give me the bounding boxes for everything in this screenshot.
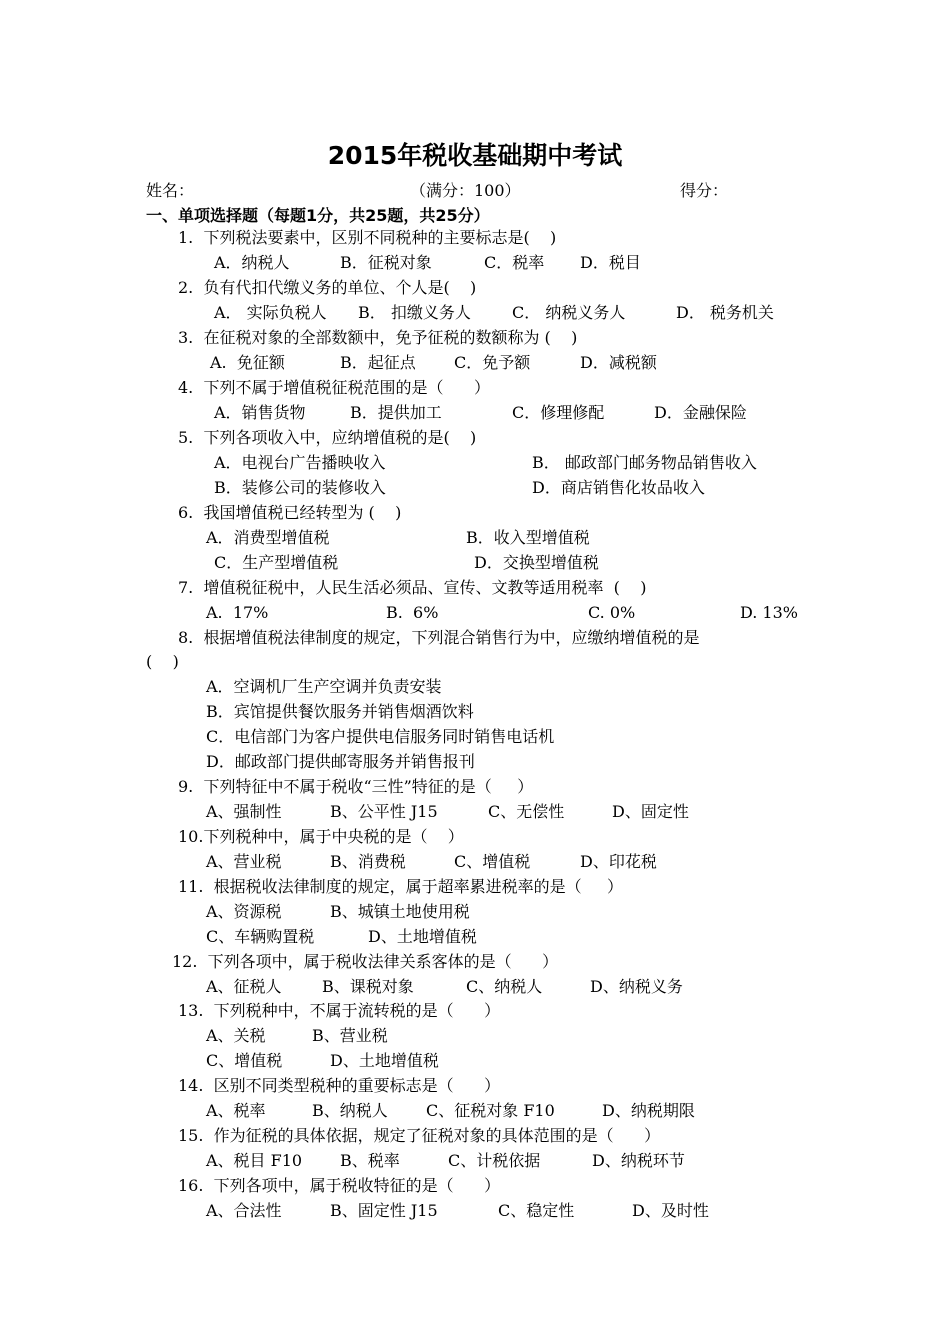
option: B、营业税 xyxy=(312,1026,388,1045)
question-stem: 11. 根据税收法律制度的规定，属于超率累进税率的是（ ） xyxy=(178,877,624,896)
question-stem: 3. 在征税对象的全部数额中，免予征税的数额称为 ( ) xyxy=(178,328,578,347)
option: A．空调机厂生产空调并负责安装 xyxy=(206,677,442,696)
option: A. 17% xyxy=(206,603,269,622)
option: C、车辆购置税 xyxy=(206,927,315,946)
option: B． 邮政部门邮务物品销售收入 xyxy=(532,453,757,472)
option: A、营业税 xyxy=(206,852,282,871)
question-stem: 12. 下列各项中，属于税收法律关系客体的是（ ） xyxy=(172,952,559,971)
option: A、资源税 xyxy=(206,902,282,921)
question-stem: 6. 我国增值税已经转型为 ( ) xyxy=(178,503,402,522)
option: B．征税对象 xyxy=(340,253,432,272)
option: B．收入型增值税 xyxy=(466,528,590,547)
option: A、强制性 xyxy=(206,802,282,821)
option: B、课税对象 xyxy=(322,977,414,996)
option: A．销售货物 xyxy=(214,403,306,422)
question-stem: 15. 作为征税的具体依据，规定了征税对象的具体范围的是（ ） xyxy=(178,1126,661,1145)
score-label: 得分： xyxy=(680,181,729,200)
option: A．消费型增值税 xyxy=(206,528,330,547)
question-stem: 9. 下列特征中不属于税收“三性”特征的是（ ） xyxy=(178,777,534,796)
option: C．生产型增值税 xyxy=(214,553,339,572)
question-stem: 13. 下列税种中，不属于流转税的是（ ） xyxy=(178,1001,501,1020)
option: A．纳税人 xyxy=(214,253,290,272)
question-stem: 14. 区别不同类型税种的重要标志是（ ） xyxy=(178,1076,501,1095)
option: A. 免征额 xyxy=(210,353,285,372)
option: C、增值税 xyxy=(206,1051,283,1070)
option: B、消费税 xyxy=(330,852,406,871)
option: C．修理修配 xyxy=(512,403,605,422)
option: A． 实际负税人 xyxy=(214,303,327,322)
question-stem: 10.下列税种中，属于中央税的是（ ） xyxy=(178,827,464,846)
option: D、及时性 xyxy=(632,1201,709,1220)
option: B． 扣缴义务人 xyxy=(358,303,471,322)
option: B．装修公司的装修收入 xyxy=(214,478,386,497)
option: D、纳税期限 xyxy=(602,1101,695,1120)
option: A．电视台广告播映收入 xyxy=(214,453,386,472)
option: D．商店销售化妆品收入 xyxy=(532,478,705,497)
exam-title: 2015年税收基础期中考试 xyxy=(327,141,623,170)
option: C．电信部门为客户提供电信服务同时销售电话机 xyxy=(206,727,555,746)
option: B、城镇土地使用税 xyxy=(330,902,470,921)
option: D、印花税 xyxy=(580,852,657,871)
option: D．减税额 xyxy=(580,353,657,372)
option: D． 税务机关 xyxy=(676,303,774,322)
option: B、纳税人 xyxy=(312,1101,388,1120)
option: C、纳税人 xyxy=(466,977,543,996)
option: D．税目 xyxy=(580,253,641,272)
option: C．税率 xyxy=(484,253,545,272)
question-stem: 1. 下列税法要素中，区别不同税种的主要标志是( ) xyxy=(178,228,557,247)
option: D．金融保险 xyxy=(654,403,747,422)
option: B．起征点 xyxy=(340,353,416,372)
option: C. 0% xyxy=(588,603,636,622)
option: B．提供加工 xyxy=(350,403,442,422)
option: D、纳税义务 xyxy=(590,977,683,996)
option: D、纳税环节 xyxy=(592,1151,685,1170)
option: D．邮政部门提供邮寄服务并销售报刊 xyxy=(206,752,475,771)
option: C、稳定性 xyxy=(498,1201,575,1220)
option: C．免予额 xyxy=(454,353,531,372)
name-label: 姓名： xyxy=(146,181,195,200)
option: C、征税对象 F10 xyxy=(426,1101,555,1120)
question-stem-cont: ( ) xyxy=(146,652,179,671)
question-stem: 2. 负有代扣代缴义务的单位、个人是( ) xyxy=(178,278,477,297)
question-stem: 7. 增值税征税中，人民生活必须品、宣传、文教等适用税率 ( ) xyxy=(178,578,647,597)
option: D. 13% xyxy=(740,603,798,622)
question-stem: 5. 下列各项收入中，应纳增值税的是( ) xyxy=(178,428,477,447)
option: B、公平性 J15 xyxy=(330,802,438,821)
option: B、固定性 J15 xyxy=(330,1201,438,1220)
option: B、税率 xyxy=(340,1151,400,1170)
option: B. 6% xyxy=(386,603,439,622)
option: D．交换型增值税 xyxy=(474,553,599,572)
option: A、税率 xyxy=(206,1101,266,1120)
option: C、计税依据 xyxy=(448,1151,541,1170)
option: A、税目 F10 xyxy=(206,1151,303,1170)
option: D、土地增值税 xyxy=(330,1051,439,1070)
question-stem: 8. 根据增值税法律制度的规定，下列混合销售行为中，应缴纳增值税的是 xyxy=(178,628,700,647)
option: D、土地增值税 xyxy=(368,927,477,946)
question-stem: 4. 下列不属于增值税征税范围的是（ ） xyxy=(178,378,490,397)
option: A、合法性 xyxy=(206,1201,282,1220)
question-stem: 16. 下列各项中，属于税收特征的是（ ） xyxy=(178,1176,501,1195)
option: B．宾馆提供餐饮服务并销售烟酒饮料 xyxy=(206,702,474,721)
full-score: （满分：100） xyxy=(410,181,521,200)
option: A、关税 xyxy=(206,1026,266,1045)
option: C、增值税 xyxy=(454,852,531,871)
option: D、固定性 xyxy=(612,802,689,821)
option: C、无偿性 xyxy=(488,802,565,821)
option: C． 纳税义务人 xyxy=(512,303,626,322)
section-heading: 一、单项选择题（每题1分，共25题，共25分） xyxy=(146,206,490,225)
option: A、征税人 xyxy=(206,977,282,996)
